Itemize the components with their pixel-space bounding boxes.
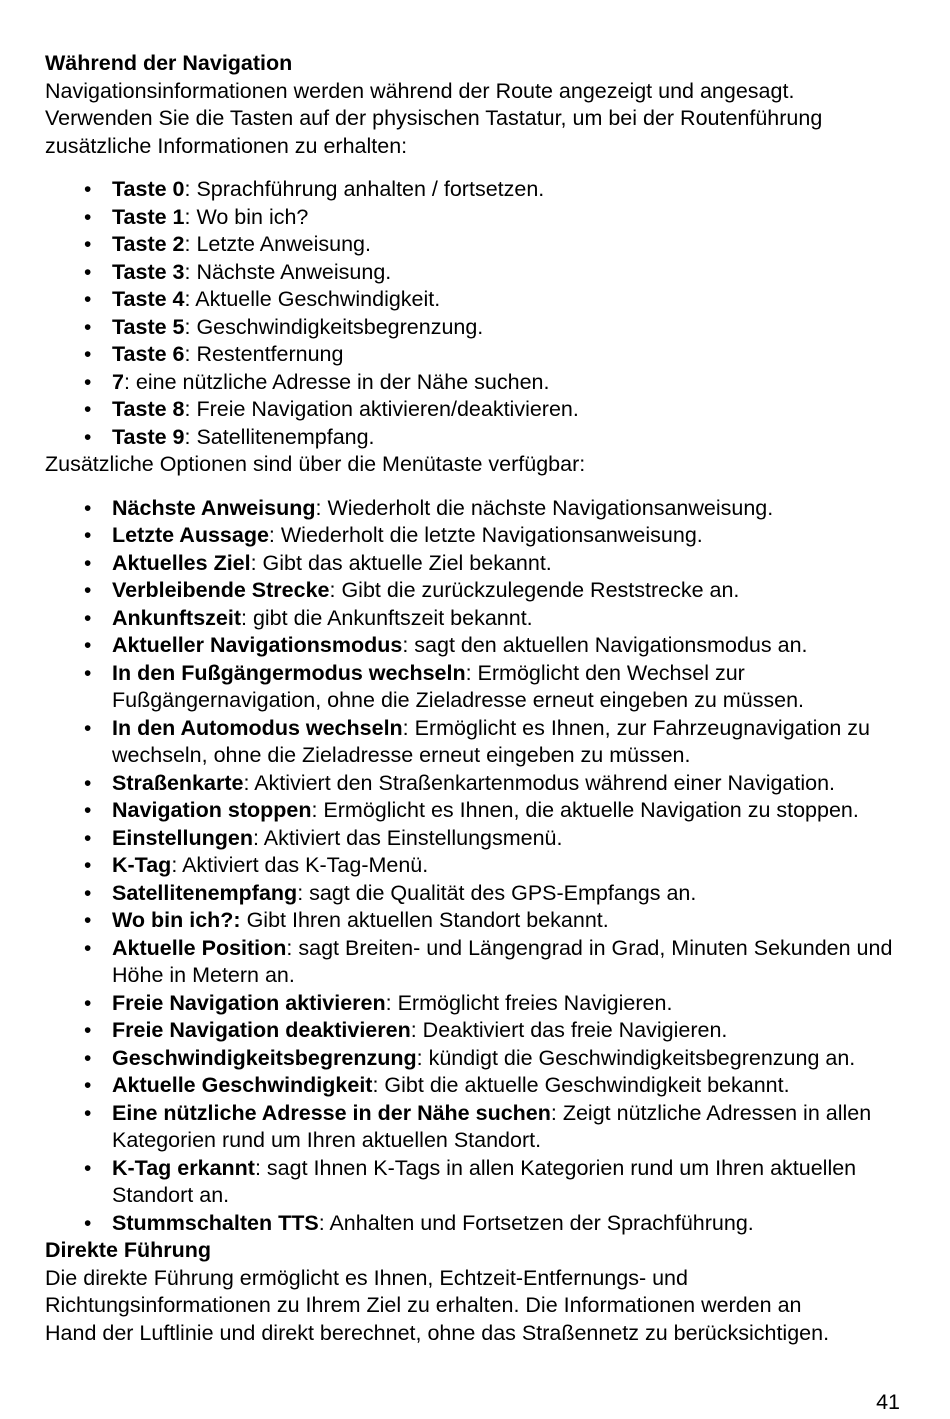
bullet-icon: •	[84, 524, 92, 547]
document-page	[45, 50, 915, 1347]
list-item-description: : eine nützliche Adresse in der Nähe suchen.	[123, 369, 550, 394]
direct-guidance-line: Hand der Luftlinie und direkt berechnet, ohne das Straßennetz zu berücksichtigen.	[45, 1320, 830, 1345]
list-item-term: Eine nützliche Adresse in der Nähe suchen	[112, 1100, 551, 1125]
bullet-icon: •	[84, 854, 92, 877]
list-item-term: Taste 0	[112, 177, 185, 201]
intro-paragraph	[45, 78, 915, 161]
key-list-item	[45, 259, 915, 287]
menu-options-list	[45, 495, 915, 1238]
section-heading-navigation: Während der Navigation	[45, 51, 293, 75]
list-item-description: : Restentfernung	[184, 342, 344, 366]
bullet-icon: •	[84, 315, 92, 339]
direct-guidance-paragraph	[45, 1265, 915, 1348]
list-item-description: : gibt die Ankunftszeit bekannt.	[241, 605, 533, 630]
bullet-icon: •	[84, 579, 92, 602]
section-heading-direct-guidance: Direkte Führung	[45, 1238, 212, 1262]
direct-guidance-line: Richtungsinformationen zu Ihrem Ziel zu erhalten. Die Informationen werden an	[45, 1293, 802, 1317]
key-list-item	[45, 341, 915, 369]
key-list-item	[45, 314, 915, 342]
list-item-description: : Wiederholt die letzte Navigationsanweisung.	[268, 523, 703, 547]
bullet-icon: •	[84, 398, 92, 421]
list-item-term: Taste 5	[112, 314, 185, 339]
list-item-description: : Sprachführung anhalten / fortsetzen.	[184, 177, 545, 201]
list-item-description: : sagt Ihnen K-Tags in allen Kategorien rund um Ihren aktuellen Standort an.	[112, 1155, 857, 1207]
menu-option-item	[45, 632, 915, 660]
key-list-item	[45, 231, 915, 259]
list-item-description: : Wo bin ich?	[184, 204, 309, 229]
bullet-icon: •	[84, 826, 92, 850]
list-item-description: : sagt die Qualität des GPS-Empfangs an.	[297, 880, 697, 905]
menu-option-item	[45, 770, 915, 798]
list-item-term: 7	[112, 369, 124, 394]
bullet-icon: •	[84, 881, 92, 905]
bullet-icon: •	[84, 1019, 92, 1042]
bullet-icon: •	[84, 260, 92, 284]
list-item-term: Stummschalten TTS	[112, 1210, 319, 1235]
list-item-description: : Wiederholt die nächste Navigationsanweisung.	[315, 495, 774, 520]
menu-option-item	[45, 1045, 915, 1073]
bullet-icon: •	[84, 991, 92, 1015]
list-item-description: : kündigt die Geschwindigkeitsbegrenzung an.	[416, 1045, 856, 1070]
menu-option-item	[45, 935, 915, 990]
list-item-description: : Ermöglicht es Ihnen, zur Fahrzeugnavigation zu wechseln, ohne die Zieladresse erneut eingeben zu müssen.	[112, 715, 870, 767]
bullet-icon: •	[84, 178, 92, 201]
list-item-term: Ankunftszeit	[112, 605, 241, 630]
menu-option-item	[45, 715, 915, 770]
bullet-icon: •	[84, 1074, 92, 1097]
list-item-term: In den Fußgängermodus wechseln	[112, 660, 466, 685]
list-item-description: : Gibt die aktuelle Geschwindigkeit bekannt.	[372, 1073, 790, 1097]
menu-option-item	[45, 1017, 915, 1045]
menu-option-item	[45, 990, 915, 1018]
list-item-term: Freie Navigation deaktivieren	[112, 1018, 411, 1042]
menu-option-item	[45, 1210, 915, 1238]
menu-option-item	[45, 825, 915, 853]
menu-option-item	[45, 1155, 915, 1210]
bullet-icon: •	[84, 799, 92, 822]
menu-option-item	[45, 577, 915, 605]
bullet-icon: •	[84, 551, 92, 575]
bullet-icon: •	[84, 1156, 92, 1180]
menu-option-item	[45, 550, 915, 578]
list-item-term: Taste 9	[112, 424, 185, 449]
key-list-item	[45, 369, 915, 397]
list-item-term: K-Tag	[112, 853, 172, 877]
menu-option-item	[45, 495, 915, 523]
list-item-term: Wo bin ich?:	[112, 908, 241, 932]
key-list-item	[45, 204, 915, 232]
menu-option-item	[45, 1072, 915, 1100]
list-item-description: : Aktiviert das Einstellungsmenü.	[252, 825, 563, 850]
bullet-icon: •	[84, 233, 92, 256]
list-item-term: Nächste Anweisung	[112, 495, 316, 520]
bullet-icon: •	[84, 1211, 92, 1235]
list-item-term: In den Automodus wechseln	[112, 715, 403, 740]
list-item-term: Navigation stoppen	[112, 798, 312, 822]
list-item-description: : Ermöglicht es Ihnen, die aktuelle Navigation zu stoppen.	[311, 798, 859, 822]
list-item-description: : Deaktiviert das freie Navigieren.	[410, 1018, 728, 1042]
bullet-icon: •	[84, 661, 92, 685]
key-list	[45, 176, 915, 451]
list-item-description: : Letzte Anweisung.	[184, 232, 371, 256]
list-item-term: Aktueller Navigationsmodus	[112, 633, 403, 657]
list-item-term: Straßenkarte	[112, 770, 244, 795]
bullet-icon: •	[84, 716, 92, 740]
list-item-term: Taste 2	[112, 232, 185, 256]
menu-option-item	[45, 1100, 915, 1155]
list-item-term: Aktuelles Ziel	[112, 550, 251, 575]
list-item-description: : Ermöglicht den Wechsel zur Fußgängernavigation, ohne die Zieladresse erneut eingeben zu müssen.	[112, 660, 805, 712]
bullet-icon: •	[84, 425, 92, 449]
key-list-item	[45, 396, 915, 424]
menu-option-item	[45, 797, 915, 825]
list-item-term: K-Tag erkannt	[112, 1155, 255, 1180]
list-item-description: : Satellitenempfang.	[184, 424, 375, 449]
key-list-item	[45, 176, 915, 204]
list-item-term: Aktuelle Geschwindigkeit	[112, 1073, 373, 1097]
list-item-term: Freie Navigation aktivieren	[112, 990, 386, 1015]
bullet-icon: •	[84, 909, 92, 932]
key-list-item	[45, 424, 915, 452]
list-item-term: Taste 6	[112, 342, 185, 366]
bullet-icon: •	[84, 370, 92, 394]
menu-option-item	[45, 660, 915, 715]
list-item-description: : Aktuelle Geschwindigkeit.	[184, 287, 441, 311]
intro-line: Verwenden Sie die Tasten auf der physischen Tastatur, um bei der Routenführung	[45, 106, 823, 130]
bullet-icon: •	[84, 288, 92, 311]
list-item-description: : Gibt das aktuelle Ziel bekannt.	[250, 550, 552, 575]
menu-option-item	[45, 852, 915, 880]
list-item-term: Taste 1	[112, 204, 185, 229]
bullet-icon: •	[84, 771, 92, 795]
list-item-description: Gibt Ihren aktuellen Standort bekannt.	[240, 908, 609, 932]
menu-option-item	[45, 605, 915, 633]
list-item-term: Geschwindigkeitsbegrenzung	[112, 1045, 417, 1070]
menu-option-item	[45, 880, 915, 908]
list-item-term: Taste 4	[112, 287, 185, 311]
direct-guidance-line: Die direkte Führung ermöglicht es Ihnen, Echtzeit-Entfernungs- und	[45, 1265, 688, 1290]
list-item-description: : Anhalten und Fortsetzen der Sprachführung.	[318, 1210, 754, 1235]
list-item-description: : Aktiviert den Straßenkartenmodus während einer Navigation.	[243, 770, 836, 795]
intro-line: zusätzliche Informationen zu erhalten:	[45, 133, 408, 158]
list-item-term: Taste 3	[112, 259, 185, 284]
list-item-description: : sagt den aktuellen Navigationsmodus an.	[402, 633, 808, 657]
list-item-description: : sagt Breiten- und Längengrad in Grad, Minuten Sekunden und Höhe in Metern an.	[112, 935, 893, 987]
bullet-icon: •	[84, 1046, 92, 1070]
list-item-term: Letzte Aussage	[112, 523, 269, 547]
menu-intro: Zusätzliche Optionen sind über die Menütaste verfügbar:	[45, 452, 586, 476]
bullet-icon: •	[84, 634, 92, 657]
bullet-icon: •	[84, 936, 92, 960]
list-item-term: Verbleibende Strecke	[112, 578, 330, 602]
list-item-term: Taste 8	[112, 397, 185, 421]
intro-line: Navigationsinformationen werden während der Route angezeigt und angesagt.	[45, 78, 795, 103]
bullet-icon: •	[84, 606, 92, 630]
bullet-icon: •	[84, 1101, 92, 1125]
key-list-item	[45, 286, 915, 314]
list-item-term: Satellitenempfang	[112, 880, 298, 905]
list-item-description: : Zeigt nützliche Adressen in allen Kategorien rund um Ihren aktuellen Standort.	[112, 1100, 872, 1152]
page-number: 41	[876, 1390, 900, 1414]
list-item-description: : Geschwindigkeitsbegrenzung.	[184, 314, 484, 339]
list-item-description: : Nächste Anweisung.	[184, 259, 392, 284]
list-item-term: Aktuelle Position	[112, 935, 287, 960]
list-item-description: : Gibt die zurückzulegende Reststrecke an.	[329, 578, 740, 602]
menu-option-item	[45, 907, 915, 935]
list-item-description: : Ermöglicht freies Navigieren.	[385, 990, 673, 1015]
bullet-icon: •	[84, 496, 92, 520]
bullet-icon: •	[84, 205, 92, 229]
list-item-description: : Aktiviert das K-Tag-Menü.	[171, 853, 429, 877]
list-item-description: : Freie Navigation aktivieren/deaktivieren.	[184, 397, 579, 421]
menu-option-item	[45, 522, 915, 550]
list-item-term: Einstellungen	[112, 825, 253, 850]
bullet-icon: •	[84, 343, 92, 366]
